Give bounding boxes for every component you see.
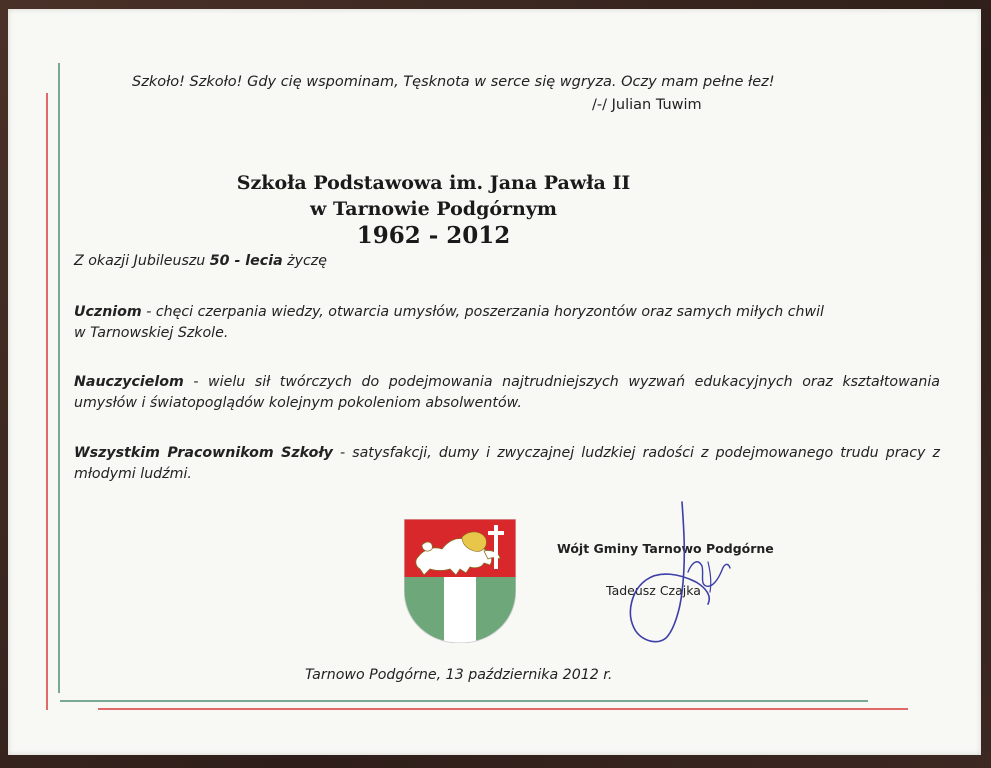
wish-staff: [74, 443, 940, 485]
epigraph-author: /-/ Julian Tuwim: [592, 97, 702, 113]
place-and-date: Tarnowo Podgórne, 13 października 2012 r.: [305, 667, 613, 683]
wish-text: - wielu sił twórczych do podejmowania najtrudniejszych wyzwań edukacyjnych oraz kształtowania umysłów i światopoglądów kolejnym pokoleniom absolwentów.: [74, 374, 940, 411]
epigraph-quote: Szkoło! Szkoło! Gdy cię wspominam, Tęsknota w serce się wgryza. Oczy mam pełne łez!: [132, 74, 775, 90]
wish-teachers: [74, 372, 940, 414]
crest-green-left: [404, 577, 444, 643]
decorative-horizontal-green-line: [60, 700, 868, 702]
decorative-horizontal-red-line: [98, 708, 908, 710]
wish-recipient: Uczniom: [74, 304, 142, 320]
wish-text: - satysfakcji, dumy i zwyczajnej ludzkiej radości z podejmowanego trudu pracy z młodymi ludźmi.: [74, 445, 940, 482]
jubilee-years: 1962 - 2012: [356, 222, 511, 249]
school-name: Szkoła Podstawowa im. Jana Pawła II: [236, 172, 631, 194]
wish-recipient: Nauczycielom: [74, 374, 184, 390]
decorative-vertical-green-line: [58, 63, 60, 693]
intro-prefix: Z okazji Jubileuszu: [74, 253, 210, 269]
intro-suffix: życzę: [282, 253, 327, 269]
wish-recipient: Wszystkim Pracownikom Szkoły: [74, 445, 333, 461]
signatory-name: Tadeusz Czajka: [606, 583, 701, 598]
signatory-office: Wójt Gminy Tarnowo Podgórne: [557, 541, 774, 556]
wish-text: - chęci czerpania wiedzy, otwarcia umysłów, poszerzania horyzontów oraz samych miłych chwil w Tarnowskiej Szkole.: [74, 304, 824, 341]
crest-white-middle: [444, 577, 476, 643]
intro-line: [74, 251, 327, 272]
school-location: w Tarnowie Podgórnym: [309, 198, 558, 220]
intro-jubilee: 50 - lecia: [209, 253, 283, 269]
wish-students: [74, 302, 834, 344]
handwritten-signature: [610, 500, 750, 645]
coat-of-arms-lion-icon: [404, 519, 516, 643]
crest-green-right: [476, 577, 516, 643]
